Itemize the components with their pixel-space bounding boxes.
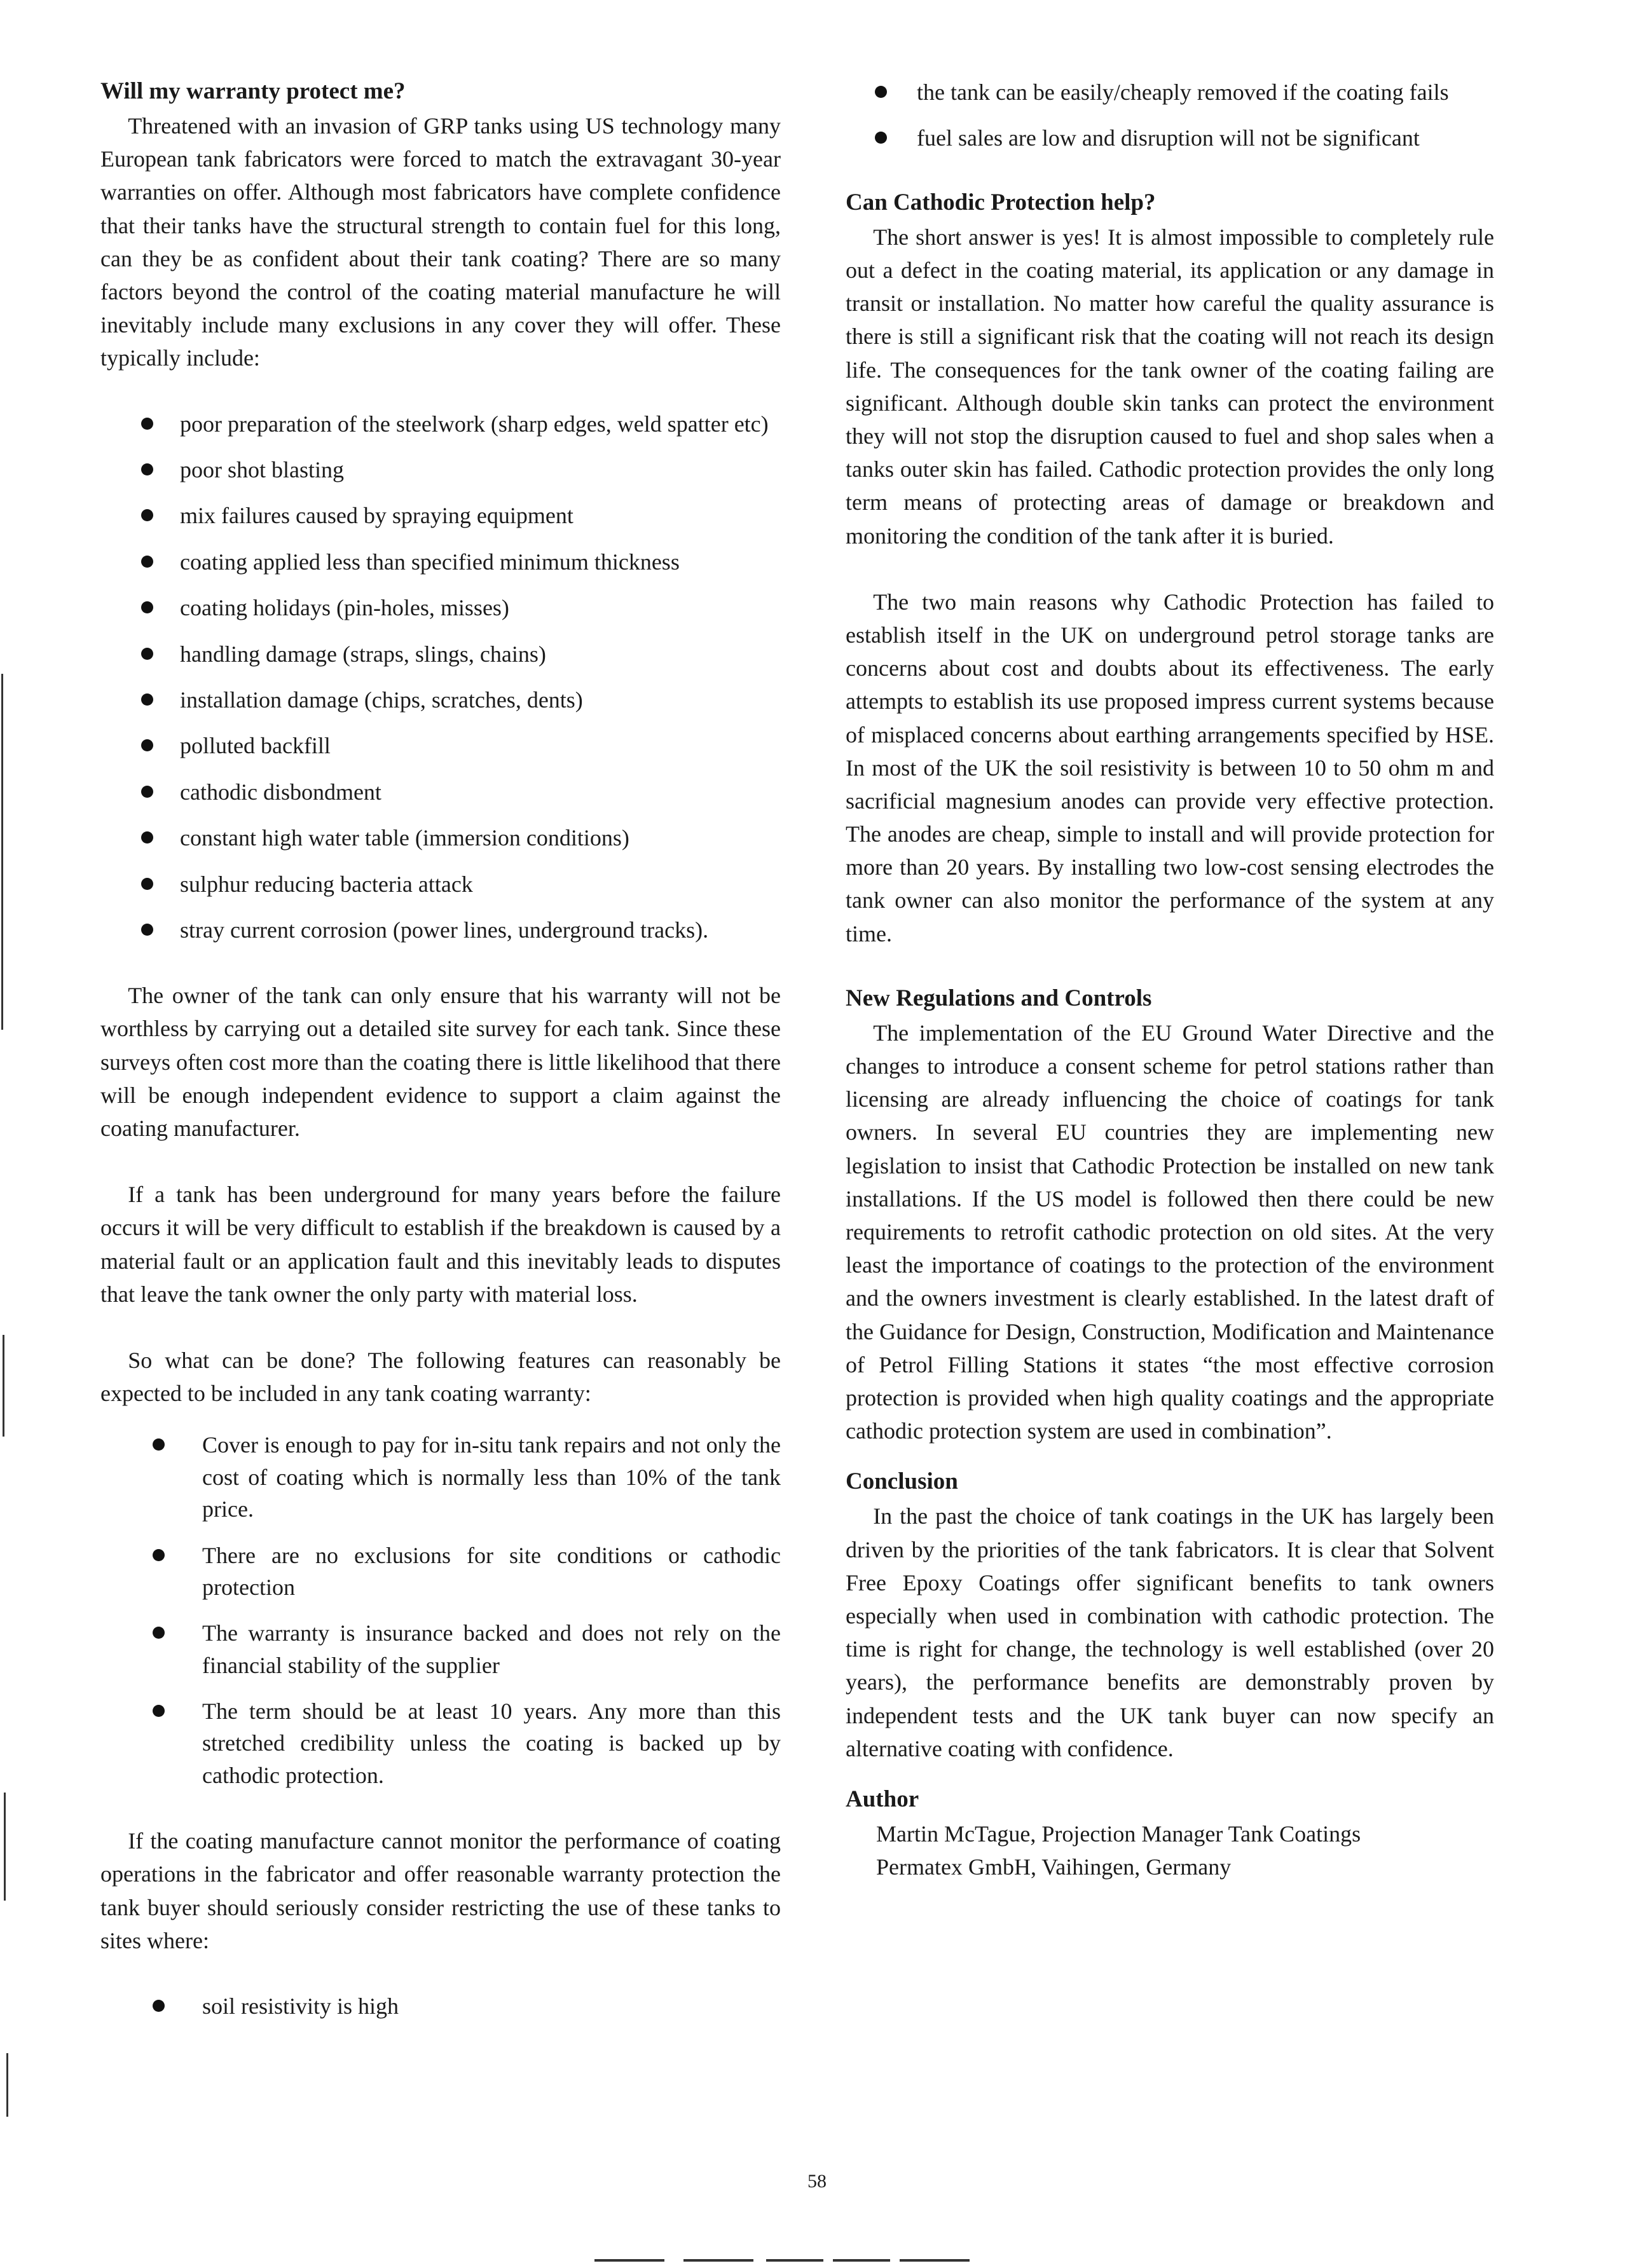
section-heading-warranty: Will my warranty protect me? — [100, 78, 406, 104]
list-item: coating applied less than specified minimum thickness — [100, 546, 781, 578]
scan-bottom-mark — [900, 2259, 970, 2262]
bullet-icon — [153, 2000, 165, 2012]
scan-edge-mark — [4, 1793, 6, 1901]
list-item: mix failures caused by spraying equipment — [100, 500, 781, 531]
restrict-sites-paragraph: If the coating manufacture cannot monitor the performance of coating operations in the fabricator and offer reasonable warranty protection the tank buyer should seriously consider restricting the use of these tanks to sites where: — [100, 1828, 781, 1953]
list-item: soil resistivity is high — [100, 1990, 781, 2022]
cathodic-paragraph-1: The short answer is yes! It is almost impossible to completely rule out a defect in the coating material, its application or any damage in transit or installation. No matter how careful the quality assurance is there is still a significant risk that the coating will not reach its design life. The consequences for the tank owner of the coating failing are significant. Although double skin tanks can protect the environment they will not stop the disruption caused to fuel and shop sales when a tanks outer skin has failed. Cathodic protection provides the only long term means of protecting areas of damage or breakdown and monitoring the condition of the tank after it is buried. — [846, 224, 1494, 549]
left-column — [100, 76, 781, 2036]
scan-bottom-mark — [683, 2259, 753, 2262]
list-item: the tank can be easily/cheaply removed if the coating fails — [846, 76, 1494, 108]
list-item: stray current corrosion (power lines, underground tracks). — [100, 914, 781, 946]
warranty-features-list — [100, 1429, 781, 1791]
bullet-icon — [141, 463, 153, 475]
underground-paragraph: If a tank has been underground for many years before the failure occurs it will be very difficult to establish if the breakdown is caused by a material fault or an application fault and this inevitably leads to disputes that leave the tank owner the only party with material loss. — [100, 1182, 781, 1307]
exclusions-list — [100, 408, 781, 946]
right-column — [846, 76, 1494, 1883]
bullet-icon — [141, 418, 153, 430]
scan-bottom-mark — [594, 2259, 664, 2262]
list-item: There are no exclusions for site conditions or cathodic protection — [100, 1540, 781, 1604]
list-item: installation damage (chips, scratches, dents) — [100, 684, 781, 716]
sites-list-left — [100, 1990, 781, 2022]
cathodic-paragraph-2: The two main reasons why Cathodic Protection has failed to establish itself in the UK on underground petrol storage tanks are concerns about cost and doubts about its effectiveness. The early attempts to establish its use proposed impress current systems because of misplaced concerns about earthing arrangements specified by HSE. In most of the UK the soil resistivity is between 10 to 50 ohm m and sacrificial magnesium anodes can provide very effective protection. The anodes are cheap, simple to install and will provide protection for more than 20 years. By installing two low-cost sensing electrodes the tank owner can also monitor the performance of the system at any time. — [846, 589, 1494, 946]
bullet-icon — [141, 786, 153, 798]
list-item: polluted backfill — [100, 730, 781, 762]
bullet-icon — [141, 509, 153, 521]
bullet-icon — [141, 693, 153, 706]
list-item: handling damage (straps, slings, chains) — [100, 638, 781, 670]
list-item: Cover is enough to pay for in-situ tank repairs and not only the cost of coating which is normally less than 10% of the tank price. — [100, 1429, 781, 1525]
list-item: The warranty is insurance backed and does not rely on the financial stability of the supplier — [100, 1617, 781, 1681]
bullet-icon — [141, 831, 153, 844]
list-item: coating holidays (pin-holes, misses) — [100, 592, 781, 624]
features-intro-paragraph: So what can be done? The following features can reasonably be expected to be included in any tank coating warranty: — [100, 1347, 781, 1407]
section-heading-conclusion: Conclusion — [846, 1468, 958, 1495]
scan-edge-mark — [6, 2053, 8, 2117]
bullet-icon — [153, 1438, 165, 1451]
list-item: sulphur reducing bacteria attack — [100, 868, 781, 900]
list-item: constant high water table (immersion conditions) — [100, 822, 781, 854]
list-item: poor shot blasting — [100, 454, 781, 486]
section-heading-regulations: New Regulations and Controls — [846, 985, 1152, 1011]
scan-edge-mark — [3, 1335, 4, 1437]
page-number: 58 — [807, 2171, 827, 2192]
sites-list-right — [846, 76, 1494, 154]
warranty-intro-paragraph: Threatened with an invasion of GRP tanks using US technology many European tank fabricators were forced to match the extravagant 30-year warranties on offer. Although most fabricators have complete confidence that their tanks have the structural strength to contain fuel for this long, can they be as confident about their tank coating? There are so many factors beyond the control of the coating material manufacture he will inevitably include many exclusions in any cover they will offer. These typically include: — [100, 113, 781, 371]
bullet-icon — [153, 1627, 165, 1639]
list-item: fuel sales are low and disruption will not be significant — [846, 122, 1494, 154]
bullet-icon — [141, 878, 153, 890]
bullet-icon — [141, 556, 153, 568]
scan-bottom-mark — [833, 2259, 890, 2262]
section-heading-author: Author — [846, 1786, 919, 1812]
bullet-icon — [153, 1705, 165, 1717]
author-affiliation: Permatex GmbH, Vaihingen, Germany — [876, 1854, 1232, 1880]
bullet-icon — [141, 648, 153, 660]
bullet-icon — [141, 924, 153, 936]
bullet-icon — [153, 1549, 165, 1561]
scan-edge-mark — [1, 674, 3, 1030]
author-name: Martin McTague, Projection Manager Tank Coatings — [876, 1821, 1361, 1847]
list-item: The term should be at least 10 years. Any more than this stretched credibility unless the coating is backed up by cathodic protection. — [100, 1695, 781, 1791]
scan-bottom-mark — [766, 2259, 823, 2262]
bullet-icon — [875, 132, 887, 144]
author-block — [846, 1817, 1494, 1883]
regulations-paragraph: The implementation of the EU Ground Water Directive and the changes to introduce a consent scheme for petrol stations rather than licensing are already influencing the choice of coatings for tank owners. In several EU countries they are implementing new legislation to insist that Cathodic Protection be installed on new tank installations. If the US model is followed then there could be new requirements to retrofit cathodic protection on old sites. At the very least the importance of coatings to the protection of the environment and the owners investment is clearly established. In the latest draft of the Guidance for Design, Construction, Modification and Maintenance of Petrol Filling Stations it states “the most effective corrosion protection is provided when high quality coatings and the appropriate cathodic protection system are used in combination”. — [846, 1020, 1494, 1444]
list-item: cathodic disbondment — [100, 776, 781, 808]
list-item: poor preparation of the steelwork (sharp edges, weld spatter etc) — [100, 408, 781, 440]
bullet-icon — [141, 739, 153, 751]
bullet-icon — [875, 86, 887, 98]
section-heading-cathodic: Can Cathodic Protection help? — [846, 189, 1156, 215]
conclusion-paragraph: In the past the choice of tank coatings in the UK has largely been driven by the priorities of the tank fabricators. It is clear that Solvent Free Epoxy Coatings offer significant benefits to tank owners especially when used in combination with cathodic protection. The time is right for change, the technology is well established (over 20 years), the performance benefits are demonstrably proven by independent tests and the UK tank buyer can now specify an alternative coating with confidence. — [846, 1503, 1494, 1761]
survey-paragraph: The owner of the tank can only ensure that his warranty will not be worthless by carrying out a detailed site survey for each tank. Since these surveys often cost more than the coating there is little likelihood that there will be enough independent evidence to support a claim against the coating manufacturer. — [100, 983, 781, 1142]
bullet-icon — [141, 601, 153, 613]
